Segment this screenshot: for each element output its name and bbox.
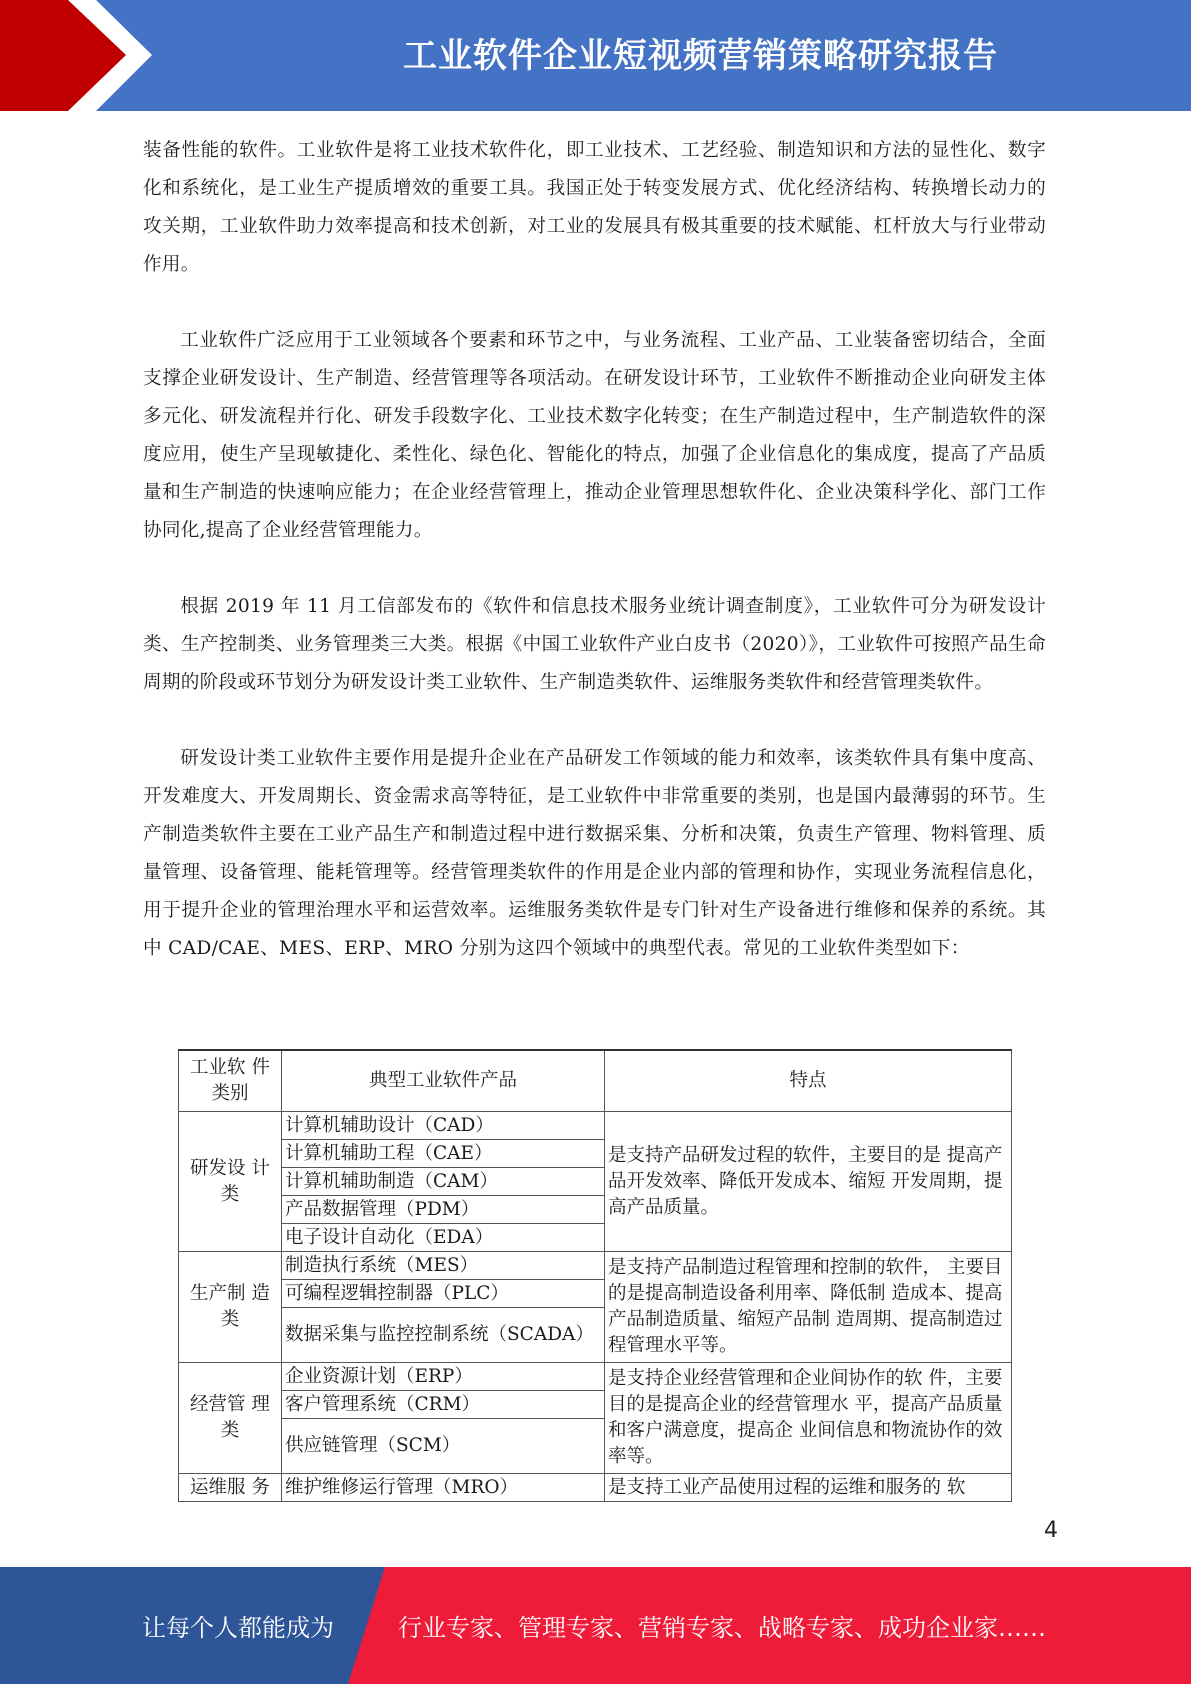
page-number: 4 <box>1044 1518 1058 1543</box>
product-cell: 计算机辅助制造（CAM） <box>282 1168 605 1196</box>
table-row <box>179 1363 1012 1391</box>
product-cell: 数据采集与监控控制系统（SCADA） <box>282 1308 605 1363</box>
footer-slogan-left: 让每个人都能成为 <box>142 1614 334 1642</box>
paragraph-3: 根据 2019 年 11 月工信部发布的《软件和信息技术服务业统计调查制度》，工业软件可分为研发设计类、生产控制类、业务管理类三大类。根据《中国工业软件产业白皮书（2020）》，工业软件可按照产品生命周期的阶段或环节划分为研发设计类工业软件、生产制造类软件、运维服务类软件和经营管理类软件。 <box>143 596 1046 693</box>
table-row <box>179 1252 1012 1280</box>
table-header-row <box>179 1050 1012 1112</box>
product-cell: 可编程逻辑控制器（PLC） <box>282 1280 605 1308</box>
category-cell: 生产制 造类 <box>179 1252 282 1363</box>
product-cell: 计算机辅助设计（CAD） <box>282 1112 605 1140</box>
document-body <box>143 132 1046 1006</box>
footer-slogan-right: 行业专家、管理专家、营销专家、战略专家、成功企业家…… <box>398 1614 1046 1642</box>
product-cell: 供应链管理（SCM） <box>282 1419 605 1474</box>
software-types-table <box>178 1049 1012 1502</box>
category-cell: 经营管 理类 <box>179 1363 282 1474</box>
paragraph-4: 研发设计类工业软件主要作用是提升企业在产品研发工作领域的能力和效率，该类软件具有集中度高、开发难度大、开发周期长、资金需求高等特征，是工业软件中非常重要的类别，也是国内最薄弱的环节。生产制造类软件主要在工业产品生产和制造过程中进行数据采集、分析和决策，负责生产管理、物料管理、质量管理、设备管理、能耗管理等。经营管理类软件的作用是企业内部的管理和协作，实现业务流程信息化，用于提升企业的管理治理水平和运营效率。运维服务类软件是专门针对生产设备进行维修和保养的系统。其中 CAD/CAE、MES、ERP、MRO 分别为这四个领域中的典型代表。常见的工业软件类型如下： <box>143 748 1046 959</box>
software-types-table-container <box>178 1049 1012 1506</box>
product-cell: 制造执行系统（MES） <box>282 1252 605 1280</box>
product-cell: 计算机辅助工程（CAE） <box>282 1140 605 1168</box>
product-cell: 客户管理系统（CRM） <box>282 1391 605 1419</box>
page-header <box>0 0 1191 111</box>
category-cell: 研发设 计类 <box>179 1112 282 1252</box>
header-features: 特点 <box>605 1050 1012 1112</box>
product-cell: 维护维修运行管理（MRO） <box>282 1474 605 1502</box>
paragraph-2: 工业软件广泛应用于工业领域各个要素和环节之中，与业务流程、工业产品、工业装备密切结合，全面支撑企业研发设计、生产制造、经营管理等各项活动。在研发设计环节，工业软件不断推动企业向研发主体多元化、研发流程并行化、研发手段数字化、工业技术数字化转变；在生产制造过程中，生产制造软件的深度应用，使生产呈现敏捷化、柔性化、绿色化、智能化的特点，加强了企业信息化的集成度，提高了产品质量和生产制造的快速响应能力；在企业经营管理上，推动企业管理思想软件化、企业决策科学化、部门工作协同化,提高了企业经营管理能力。 <box>143 330 1046 541</box>
header-products: 典型工业软件产品 <box>282 1050 605 1112</box>
paragraph-1: 装备性能的软件。工业软件是将工业技术软件化，即工业技术、工艺经验、制造知识和方法的显性化、数字化和系统化，是工业生产提质增效的重要工具。我国正处于转变发展方式、优化经济结构、转换增长动力的攻关期，工业软件助力效率提高和技术创新，对工业的发展具有极其重要的技术赋能、杠杆放大与行业带动作用。 <box>143 140 1046 275</box>
feature-cell: 是支持产品制造过程管理和控制的软件， 主要目的是提高制造设备利用率、降低制 造成本、提高产品制造质量、缩短产品制 造周期、提高制造过程管理水平等。 <box>605 1252 1012 1363</box>
product-cell: 电子设计自动化（EDA） <box>282 1224 605 1252</box>
table-row <box>179 1474 1012 1502</box>
product-cell: 企业资源计划（ERP） <box>282 1363 605 1391</box>
table-row <box>179 1112 1012 1140</box>
header-category: 工业软 件类别 <box>179 1050 282 1112</box>
category-cell: 运维服 务 <box>179 1474 282 1502</box>
feature-cell: 是支持企业经营管理和企业间协作的软 件，主要目的是提高企业的经营管理水 平，提高产品质量和客户满意度，提高企 业间信息和物流协作的效率等。 <box>605 1363 1012 1474</box>
feature-cell: 是支持工业产品使用过程的运维和服务的 软 <box>605 1474 1012 1502</box>
page-footer <box>0 1567 1191 1684</box>
report-title: 工业软件企业短视频营销策略研究报告 <box>403 35 998 76</box>
product-cell: 产品数据管理（PDM） <box>282 1196 605 1224</box>
feature-cell: 是支持产品研发过程的软件，主要目的是 提高产品开发效率、降低开发成本、缩短 开发周期，提高产品质量。 <box>605 1112 1012 1252</box>
header-chevron-decoration <box>0 0 160 111</box>
